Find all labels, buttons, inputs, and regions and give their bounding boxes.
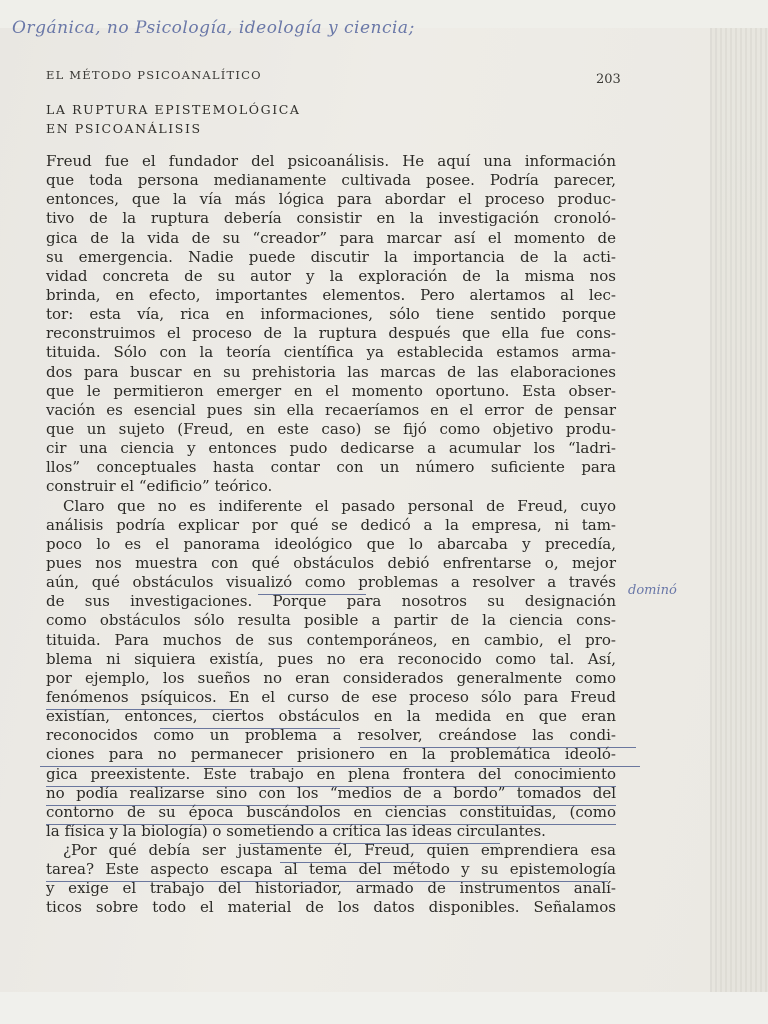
paragraph-2 (46, 497, 616, 842)
text-line: cir una ciencia y entonces pudo dedicarse a acumular los “ladri- (46, 439, 616, 458)
text-line: ¿Por qué debía ser justamente él, Freud, quien emprendiera esa (63, 841, 616, 860)
pen-underline (46, 786, 616, 787)
text-line: por ejemplo, los sueños no eran considerados generalmente como (46, 668, 616, 687)
text-line: pues nos muestra con qué obstáculos debió enfrentarse o, mejor (46, 553, 616, 572)
text-line: que un sujeto (Freud, en este caso) se fijó como objetivo produ- (46, 419, 616, 438)
text-line: vación es esencial pues sin ella recaeríamos en el error de pensar (46, 400, 616, 419)
pen-underline (160, 728, 340, 729)
text-line: ciones para no permanecer prisionero en la problemática ideoló- (46, 745, 616, 764)
text-line: reconocidos como un problema a resolver, creándose las condi- (46, 726, 616, 745)
text-line: poco lo es el panorama ideológico que lo abarcaba y precedía, (46, 534, 616, 553)
text-line: que le permitieron emerger en el momento oportuno. Esta obser- (46, 381, 616, 400)
margin-note: dominó (628, 583, 677, 598)
text-line: tituida. Sólo con la teoría científica ya establecida estamos arma- (46, 343, 616, 362)
body-text (46, 152, 616, 918)
text-line: gica de la vida de su “creador” para marcar así el momento de (46, 228, 616, 247)
section-title-line: LA RUPTURA EPISTEMOLÓGICA (46, 102, 301, 117)
text-line: fenómenos psíquicos. En el curso de ese proceso sólo para Freud (46, 687, 616, 706)
text-line: tituida. Para muchos de sus contemporáneos, en cambio, el pro- (46, 630, 616, 649)
text-line: Claro que no es indiferente el pasado personal de Freud, cuyo (63, 496, 616, 515)
text-line: su emergencia. Nadie puede discutir la importancia de la acti- (46, 247, 616, 266)
text-line: construir el “edificio” teórico. (46, 477, 273, 496)
text-line: aún, qué obstáculos visualizó como problemas a resolver a través (46, 573, 616, 592)
text-line: no podía realizarse sino con los “medios de a bordo” tomados del (46, 783, 616, 802)
page-edges (710, 28, 768, 992)
text-line: y exige el trabajo del historiador, armado de instrumentos analí- (46, 879, 616, 898)
pen-underline (46, 881, 608, 882)
paragraph-1 (46, 152, 616, 497)
text-line: como obstáculos sólo resulta posible a partir de la ciencia cons- (46, 611, 616, 630)
page-number: 203 (596, 72, 621, 87)
pen-underline (250, 843, 500, 844)
text-line: existían, entonces, ciertos obstáculos en la medida en que eran (46, 707, 616, 726)
text-line: Freud fue el fundador del psicoanálisis. He aquí una información (46, 152, 616, 170)
text-line: entonces, que la vía más lógica para abordar el proceso produc- (46, 190, 616, 209)
pen-underline (280, 862, 420, 863)
text-line: de sus investigaciones. Porque para nosotros su designación (46, 592, 616, 611)
text-line: que toda persona medianamente cultivada posee. Podría parecer, (46, 171, 616, 190)
handwritten-note: Orgánica, no Psicología, ideología y ciencia; (12, 18, 415, 38)
running-head: EL MÉTODO PSICOANALÍTICO (46, 68, 262, 82)
text-line: blema ni siquiera existía, pues no era reconocido como tal. Así, (46, 649, 616, 668)
text-line: tarea? Este aspecto escapa al tema del método y su epistemología (46, 860, 616, 879)
pen-underline (258, 594, 366, 595)
text-line: análisis podría explicar por qué se dedicó a la empresa, ni tam- (46, 515, 616, 534)
text-line: brinda, en efecto, importantes elementos. Pero alertamos al lec- (46, 285, 616, 304)
text-line: tor: esta vía, rica en informaciones, sólo tiene sentido porque (46, 305, 616, 324)
text-line: contorno de su época buscándolos en ciencias constituidas, (como (46, 802, 616, 821)
bottom-strip (0, 992, 768, 1024)
paragraph-3 (46, 841, 616, 918)
text-line: llos” conceptuales hasta contar con un número suficiente para (46, 458, 616, 477)
pen-underline (46, 824, 616, 825)
text-line: reconstruimos el proceso de la ruptura después que ella fue cons- (46, 324, 616, 343)
text-line: vidad concreta de su autor y la exploración de la misma nos (46, 266, 616, 285)
pen-underline (40, 766, 640, 767)
text-line: tivo de la ruptura debería consistir en la investigación cronoló- (46, 209, 616, 228)
section-title (46, 100, 301, 138)
text-line: ticos sobre todo el material de los datos disponibles. Señalamos (46, 898, 616, 917)
section-title-line: EN PSICOANÁLISIS (46, 121, 202, 136)
pen-underline (46, 709, 242, 710)
text-line: dos para buscar en su prehistoria las marcas de las elaboraciones (46, 362, 616, 381)
pen-underline (46, 805, 616, 806)
text-line: gica preexistente. Este trabajo en plena frontera del conocimiento (46, 764, 616, 783)
text-line: la física y la biología) o sometiendo a crítica las ideas circulantes. (46, 821, 546, 840)
pen-underline (360, 747, 636, 748)
